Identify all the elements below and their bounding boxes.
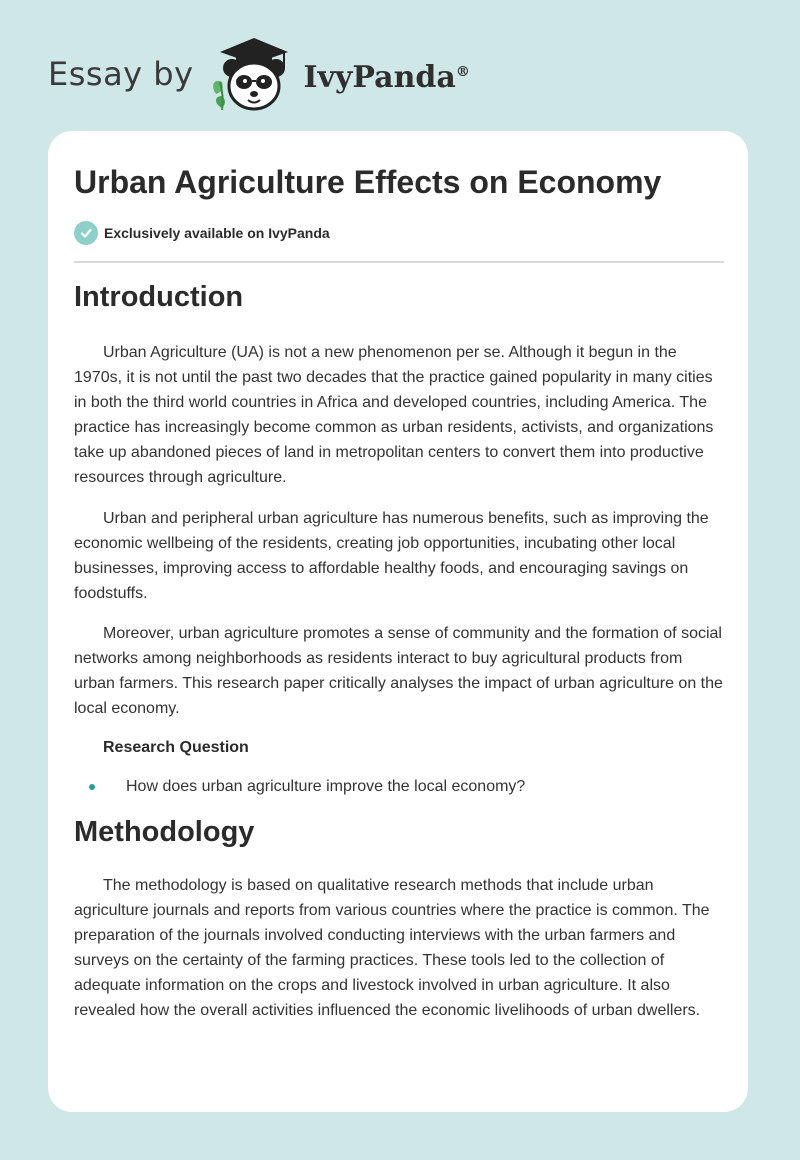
- methodology-heading: Methodology: [74, 816, 255, 848]
- introduction-paragraph: Urban Agriculture (UA) is not a new phenomenon per se. Although it begun in the 1970s, it is not until the past two decades that the practice gained popularity in many cities in both the third world countries in Africa and developed countries, including America. The practice has increasingly become common as urban residents, activists, and organizations take up abandoned pieces of land in metropolitan centers to convert them into productive resources through agriculture.: [74, 344, 714, 486]
- introduction-heading: Introduction: [74, 281, 244, 313]
- introduction-paragraph: Urban and peripheral urban agriculture has numerous benefits, such as improving the economic wellbeing of the residents, creating job opportunities, incubating other local businesses, improving access to affordable healthy foods, and encouraging savings on foodstuffs.: [74, 510, 709, 602]
- title-divider: [74, 261, 724, 263]
- exclusive-badge: [74, 221, 330, 245]
- exclusive-label: Exclusively available on IvyPanda: [104, 225, 330, 241]
- registered-mark: ®: [455, 63, 470, 80]
- check-icon: [74, 221, 98, 245]
- site-header: [48, 34, 470, 114]
- bullet-text: How does urban agriculture improve the local economy?: [126, 778, 526, 795]
- brand-name[interactable]: IvyPanda®: [303, 59, 470, 95]
- introduction-paragraph: Moreover, urban agriculture promotes a sense of community and the formation of social networks among neighborhoods as residents interact to buy agricultural products from urban farmers. This research paper critically analyses the impact of urban agriculture on the local economy.: [74, 625, 723, 717]
- panda-logo-icon[interactable]: [208, 34, 300, 114]
- methodology-paragraph: The methodology is based on qualitative research methods that include urban agriculture journals and reports from various countries where the practice is common. The preparation of the journals involved conducting interviews with the urban farmers and surveys on the certainty of the farming practices. These tools led to the collection of adequate information on the crops and livestock involved in urban agriculture. It also revealed how the overall activities influenced the economic livelihoods of urban dwellers.: [74, 877, 710, 1019]
- essay-card: [48, 131, 748, 1112]
- research-question-heading: Research Question: [103, 739, 249, 756]
- page-title: Urban Agriculture Effects on Economy: [74, 164, 662, 200]
- bullet-icon: [89, 784, 95, 790]
- essay-by-text: Essay by: [48, 55, 194, 93]
- article-body: [74, 281, 724, 1023]
- list-item: [74, 778, 724, 796]
